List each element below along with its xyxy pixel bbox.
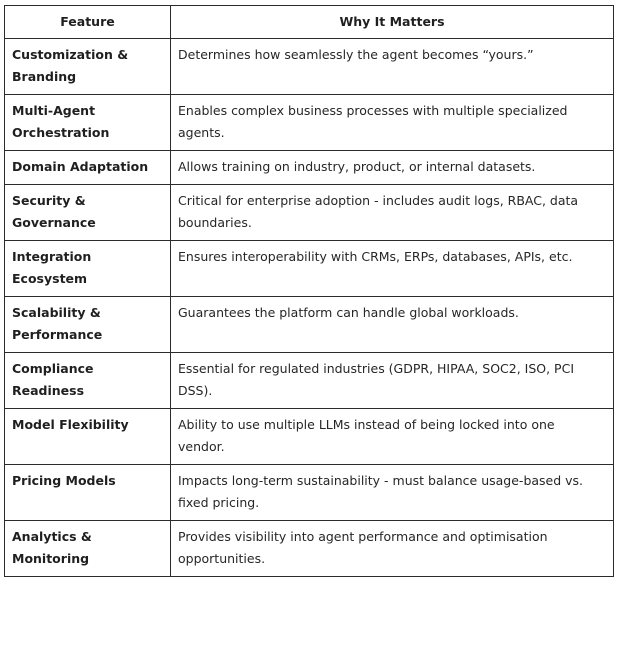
feature-cell: Pricing Models	[5, 465, 171, 521]
table-row	[5, 465, 614, 521]
why-cell: Impacts long-term sustainability - must balance usage-based vs. fixed pricing.	[171, 465, 614, 521]
why-cell: Ability to use multiple LLMs instead of being locked into one vendor.	[171, 409, 614, 465]
feature-cell: Security & Governance	[5, 185, 171, 241]
header-feature: Feature	[5, 6, 171, 39]
table-row	[5, 521, 614, 577]
feature-cell: Customization & Branding	[5, 39, 171, 95]
feature-table	[4, 5, 614, 577]
why-cell: Determines how seamlessly the agent becomes “yours.”	[171, 39, 614, 95]
table-row	[5, 39, 614, 95]
feature-cell: Model Flexibility	[5, 409, 171, 465]
feature-cell: Multi-Agent Orchestration	[5, 95, 171, 151]
header-why-it-matters: Why It Matters	[171, 6, 614, 39]
why-cell: Enables complex business processes with multiple specialized agents.	[171, 95, 614, 151]
why-cell: Essential for regulated industries (GDPR, HIPAA, SOC2, ISO, PCI DSS).	[171, 353, 614, 409]
feature-cell: Compliance Readiness	[5, 353, 171, 409]
table-row	[5, 241, 614, 297]
table-row	[5, 353, 614, 409]
table-row	[5, 95, 614, 151]
feature-cell: Scalability & Performance	[5, 297, 171, 353]
table-row	[5, 185, 614, 241]
why-cell: Allows training on industry, product, or internal datasets.	[171, 151, 614, 185]
why-cell: Guarantees the platform can handle global workloads.	[171, 297, 614, 353]
why-cell: Ensures interoperability with CRMs, ERPs, databases, APIs, etc.	[171, 241, 614, 297]
table-header-row	[5, 6, 614, 39]
why-cell: Provides visibility into agent performance and optimisation opportunities.	[171, 521, 614, 577]
why-cell: Critical for enterprise adoption - includes audit logs, RBAC, data boundaries.	[171, 185, 614, 241]
feature-cell: Domain Adaptation	[5, 151, 171, 185]
table-row	[5, 409, 614, 465]
feature-cell: Analytics & Monitoring	[5, 521, 171, 577]
feature-cell: Integration Ecosystem	[5, 241, 171, 297]
table-row	[5, 297, 614, 353]
table-row	[5, 151, 614, 185]
